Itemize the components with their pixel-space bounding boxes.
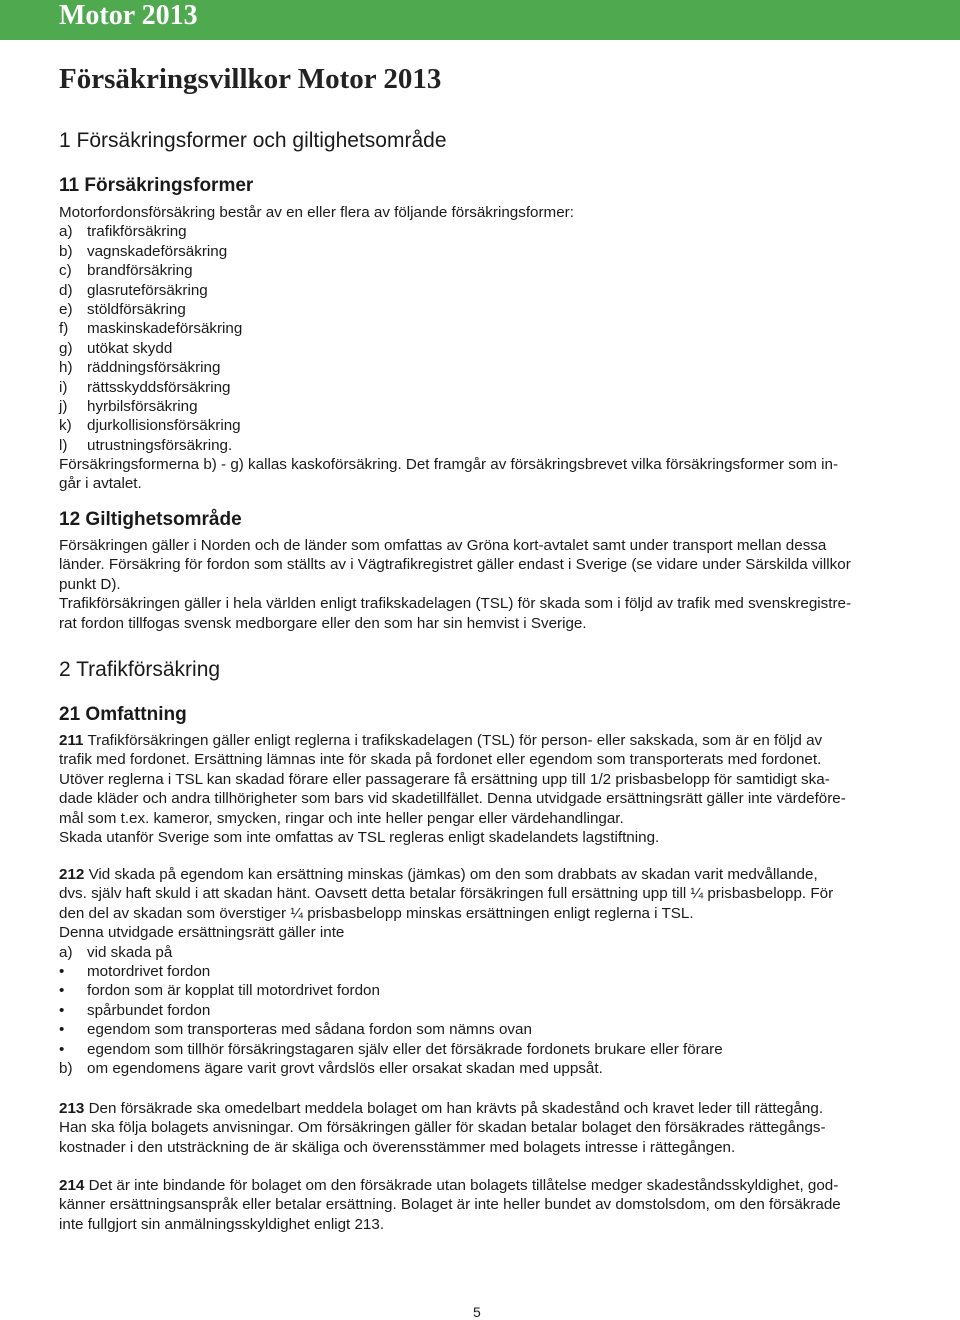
list-item: i) rättsskyddsförsäkring (59, 378, 231, 396)
paragraph-number: 213 (59, 1100, 85, 1117)
text-line: Utöver reglerna i TSL kan skadad förare eller passagerare få ersättning upp till 1/2 prisbasbelopp för samtidigt ska- (59, 770, 830, 788)
paragraph-211: 211 Trafikförsäkringen gäller enligt reglerna i trafikskadelagen (TSL) för person- eller sakskada, som är en följd av trafik med fordonet. Ersättning lämnas inte för skada på fordonet eller egendom som transporterats med fordonet. Utöver reglerna i TSL kan skadad förare eller passagerare få ersättning upp till 1/2 prisbasbelopp för samtidigt ska- dade kläder och andra tillhörigheter som bars vid skadetillfället. Denna utvidgade ersättningsrätt gäller inte värdeföre- mål som t.ex. kameror, smycken, ringar och inte heller pengar eller värdehandlingar. Skada utanför Sverige som inte omfattas av TSL regleras enligt skadelandets lagstiftning. (59, 731, 909, 847)
text-line: Trafikförsäkringen gäller i hela världen enligt trafikskadelagen (TSL) för skada som i följd av trafik med svenskregistre- (59, 595, 852, 613)
list-item: • egendom som tillhör försäkringstagaren själv eller det försäkrade fordonets brukare eller förare (59, 1040, 723, 1058)
paragraph-213: 213 Den försäkrade ska omedelbart meddela bolaget om han krävts på skadestånd och kravet leder till rättegång. Han ska följa bolagets anvisningar. Om försäkringen gäller för skadan betalar bolaget den försäkrades rättegångs- kostnader i den utsträckning de är skäliga och överensstämmer med bolagets intresse i rättegången. (59, 1099, 909, 1157)
text-line: punkt D). (59, 575, 121, 593)
list-item: a) trafikförsäkring (59, 223, 187, 241)
list-item: l) utrustningsförsäkring. (59, 436, 233, 454)
text-line: trafik med fordonet. Ersättning lämnas inte för skada på fordonet eller egendom som transporterats med fordonet. (59, 751, 822, 769)
text-line: inte fullgjort sin anmälningsskyldighet enligt 213. (59, 1215, 385, 1233)
text-line: kostnader i den utsträckning de är skäliga och överensstämmer med bolagets intresse i rättegången. (59, 1138, 736, 1156)
section-11-note-line: Försäkringsformerna b) - g) kallas kaskoförsäkring. Det framgår av försäkringsbrevet vilka försäkringsformer som in- (59, 456, 839, 474)
section-11-heading: 11 Försäkringsformer (59, 175, 254, 196)
text-line: den del av skadan som överstiger ¼ prisbasbelopp minskas ersättningen enligt reglerna i TSL. (59, 904, 694, 922)
page-number: 5 (473, 1304, 481, 1320)
list-item: • egendom som transporteras med sådana fordon som nämns ovan (59, 1021, 532, 1039)
paragraph-number: 211 (59, 732, 84, 749)
list-item: c) brandförsäkring (59, 262, 193, 280)
list-item: a) vid skada på (59, 943, 173, 961)
text-line: dade kläder och andra tillhörigheter som bars vid skadetillfället. Denna utvidgade ersättningsrätt gäller inte värdeföre- (59, 790, 846, 808)
list-item: d) glasruteförsäkring (59, 281, 208, 299)
section-12-heading: 12 Giltighetsområde (59, 509, 242, 530)
header-title: Motor 2013 (59, 0, 198, 31)
text-line: Han ska följa bolagets anvisningar. Om försäkringen gäller för skadan betalar bolaget den försäkrades rättegångs- (59, 1119, 826, 1137)
text-line: känner ersättningsanspråk eller betalar ersättning. Bolaget är inte heller bundet av domstolsdom, om den försäkrade (59, 1196, 841, 1214)
section-12-body (59, 536, 909, 633)
list-item: • motordrivet fordon (59, 962, 211, 980)
text-line: Skada utanför Sverige som inte omfattas av TSL regleras enligt skadelandets lagstiftning. (59, 828, 660, 846)
section-11-intro: Motorfordonsförsäkring består av en eller flera av följande försäkringsformer: (59, 204, 574, 221)
text-line: Försäkringen gäller i Norden och de länder som omfattas av Gröna kort-avtalet samt under transport mellan dessa (59, 537, 827, 554)
list-item: e) stöldförsäkring (59, 300, 186, 318)
section-11-body (59, 203, 909, 494)
header-bar (0, 0, 960, 40)
paragraph-number: 214 (59, 1177, 85, 1194)
list-item: b) vagnskadeförsäkring (59, 242, 228, 260)
section-21-heading: 21 Omfattning (59, 704, 187, 725)
text-line: mål som t.ex. kameror, smycken, ringar och inte heller pengar eller värdehandlingar. (59, 809, 624, 827)
text-line: dvs. själv haft skuld i att skadan hänt. Oavsett detta betalar försäkringen full ersättning upp till ¼ prisbasbelopp. För (59, 885, 834, 903)
text-line: rat fordon tillfogas svensk medborgare eller den som har sin hemvist i Sverige. (59, 614, 587, 632)
paragraph-number: 212 (59, 866, 85, 883)
section-1-heading: 1 Försäkringsformer och giltighetsområde (59, 129, 447, 152)
paragraph-212: 212 Vid skada på egendom kan ersättning minskas (jämkas) om den som drabbats av skadan varit medvållande, dvs. själv haft skuld i att skadan hänt. Oavsett detta betalar försäkringen full ersättning upp till ¼ prisbasbelopp. För den del av skadan som överstiger ¼ prisbasbelopp minskas ersättningen enligt reglerna i TSL. Denna utvidgade ersättningsrätt gäller inte a) vid skada på • motordrivet fordon • fordon som är kopplat till motordrivet fordon • spårbundet fordon • egendom som transporteras med sådana fordon som nämns ovan • egendom som tillhör försäkringstagaren själv eller det försäkrade fordonets brukare eller förare b) om egendomens ägare varit grovt vårdslös eller orsakat skadan med uppsåt. (59, 865, 909, 1078)
list-item: • fordon som är kopplat till motordrivet fordon (59, 982, 380, 1000)
paragraph-214: 214 Det är inte bindande för bolaget om den försäkrade utan bolagets tillåtelse medger skadeståndsskyldighet, god- känner ersättningsanspråk eller betalar ersättning. Bolaget är inte heller bundet av domstolsdom, om den försäkrade inte fullgjort sin anmälningsskyldighet enligt 213. (59, 1176, 909, 1234)
list-item: j) hyrbilsförsäkring (59, 397, 198, 415)
document-title: Försäkringsvillkor Motor 2013 (59, 63, 442, 95)
list-item: f) maskinskadeförsäkring (59, 320, 243, 338)
text-line: Denna utvidgade ersättningsrätt gäller inte (59, 924, 345, 942)
section-11-note-line: går i avtalet. (59, 475, 142, 493)
text-line: länder. Försäkring för fordon som ställts av i Vägtrafikregistret gäller endast i Sverige (se vidare under Särskilda villkor (59, 556, 851, 574)
list-item: k) djurkollisionsförsäkring (59, 417, 241, 435)
list-item: g) utökat skydd (59, 339, 173, 357)
section-2-heading: 2 Trafikförsäkring (59, 658, 221, 681)
list-item: • spårbundet fordon (59, 1001, 211, 1019)
list-item: b) om egendomens ägare varit grovt vårdslös eller orsakat skadan med uppsåt. (59, 1059, 603, 1077)
list-item: h) räddningsförsäkring (59, 359, 221, 377)
